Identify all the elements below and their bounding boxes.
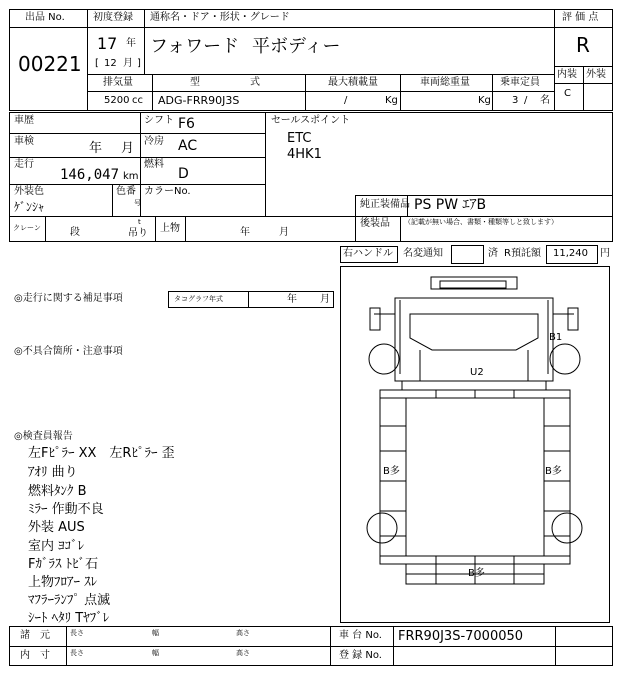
inspector-heading: ◎検査員報告: [14, 431, 73, 442]
aftermarket-note: （記載が無い場合、書類・種類等しと致します）: [404, 218, 558, 226]
color-label: 外装色: [14, 186, 44, 197]
first-reg-month: 12: [104, 58, 117, 69]
first-reg-year: 17: [97, 34, 118, 53]
sales-point-1: ETC: [287, 131, 312, 146]
ac-value: AC: [178, 138, 198, 154]
history-label: 車歴: [14, 115, 34, 126]
mileage-label: 走行: [14, 159, 34, 170]
registration-label: 登 録 No.: [339, 650, 382, 661]
name-change-checkbox: [451, 245, 484, 264]
displacement-value: 5200: [104, 95, 130, 106]
equipment-label: 純正装備品: [360, 199, 410, 210]
inspector-line: 左Fﾋﾟﾗｰ XX 左Rﾋﾟﾗｰ 歪: [28, 446, 175, 461]
tachograph-month-unit: 月: [320, 294, 330, 305]
ac-label: 冷房: [144, 136, 164, 147]
deposit-label: 済: [488, 248, 498, 259]
month-unit: 月: [123, 58, 133, 69]
inspection-label: 車検: [14, 136, 34, 147]
length-label: 長さ: [70, 629, 84, 637]
sales-point-2: 4HK1: [287, 147, 322, 162]
inner-width-label: 幅: [152, 649, 159, 657]
damage-mark-rear: B多: [468, 568, 485, 579]
recycle-label: R預託額: [504, 248, 541, 259]
inspector-line: 上物ﾌﾛｱｰ ｽﾚ: [28, 575, 98, 590]
chassis-number: FRR90J3S-7000050: [398, 629, 524, 644]
tachograph-label: タコグラフ年式: [174, 295, 223, 303]
inspection-year-unit: 年: [89, 141, 103, 156]
steering-label: 右ハンドル: [343, 248, 393, 259]
capacity-value: 3: [512, 95, 519, 106]
max-load-unit: Kg: [385, 95, 398, 106]
tachograph-year-unit: 年: [287, 294, 297, 305]
displacement-label: 排気量: [103, 77, 133, 88]
max-load-slash: /: [344, 95, 348, 106]
supplement-heading: ◎走行に関する補足事項: [14, 293, 123, 304]
grade-label: 評 価 点: [562, 12, 599, 23]
aftermarket-label: 後装品: [360, 218, 390, 229]
displacement-unit: cc: [132, 95, 143, 106]
name-change-label: 名変通知: [403, 248, 443, 259]
shift-label: シフト: [144, 115, 174, 126]
color-no-sub: 号: [134, 199, 141, 207]
capacity-slash: /: [524, 95, 528, 106]
color-no-label-2: カラーNo.: [144, 186, 191, 197]
dims-label: 諸 元: [20, 630, 50, 641]
inspector-line: ｱｵﾘ 曲り: [28, 465, 78, 480]
header-frame: [9, 9, 613, 111]
inspector-line: ﾐﾗｰ 作動不良: [28, 502, 104, 517]
gross-weight-unit: Kg: [478, 95, 491, 106]
damage-mark-u2: U2: [470, 367, 484, 378]
inner-dims-label: 内 寸: [20, 650, 50, 661]
damage-mark-b1: B1: [549, 332, 563, 343]
defects-heading: ◎不具合箇所・注意事項: [14, 346, 123, 357]
upper-month-unit: 月: [279, 227, 289, 238]
crane-stage-unit: 段: [70, 227, 80, 238]
crane-label: クレーン: [13, 224, 41, 232]
capacity-unit: 名: [540, 95, 550, 106]
model-name-label: 通称名・ドア・形状・グレード: [150, 12, 290, 23]
inspector-line: Fｶﾞﾗｽ ﾄﾋﾞ石: [28, 557, 99, 572]
model-code: ADG-FRR90J3S: [158, 94, 240, 107]
gross-weight-label: 車両総重量: [420, 77, 470, 88]
width-label: 幅: [152, 629, 159, 637]
color-no-label: 色番: [116, 186, 136, 197]
inner-length-label: 長さ: [70, 649, 84, 657]
body-type: 平ボディー: [252, 36, 341, 57]
inspector-line: 燃料ﾀﾝｸ B: [28, 484, 87, 499]
mileage-value: 146,047: [60, 167, 120, 183]
fuel-label: 燃料: [144, 159, 164, 170]
inspector-line: ﾏﾌﾗｰﾗﾝﾌﾟ 点滅: [28, 593, 111, 608]
chassis-label: 車 台 No.: [339, 630, 382, 641]
first-reg-label: 初度登録: [93, 12, 133, 23]
recycle-amount: 11,240: [553, 248, 588, 259]
lot-no-label: 出品 No.: [25, 12, 65, 23]
interior-grade: C: [564, 88, 571, 99]
upper-structure-label: 上物: [160, 223, 180, 234]
max-load-label: 最大積載量: [328, 77, 378, 88]
crane-lift-label: 吊り: [128, 228, 148, 239]
model-name: フォワード: [150, 36, 240, 57]
model-code-label: 型 式: [190, 77, 280, 88]
height-label: 高さ: [236, 629, 250, 637]
yen-unit: 円: [600, 248, 610, 259]
color-value: ｹﾞﾝｼｬ: [14, 200, 45, 214]
fuel-value: D: [178, 166, 189, 182]
inspector-line: 室内 ﾖｺﾞﾚ: [28, 539, 85, 554]
lot-number: 00221: [18, 52, 82, 76]
inspection-month-unit: 月: [121, 141, 135, 156]
interior-grade-label: 内装: [557, 69, 577, 80]
inspector-line: 外装 AUS: [28, 520, 85, 535]
damage-mark-left-side: B多: [383, 466, 400, 477]
sales-points-label: セールスポイント: [271, 115, 351, 126]
crane-ton-unit: t: [138, 218, 141, 226]
upper-year-unit: 年: [240, 227, 250, 238]
exterior-grade-label: 外装: [586, 69, 606, 80]
shift-value: F6: [178, 116, 195, 132]
capacity-label: 乗車定員: [500, 77, 540, 88]
inspector-line: ｼｰﾄ ﾍﾀﾘ Tﾔﾌﾞﾚ: [28, 611, 110, 626]
year-unit: 年: [126, 38, 136, 49]
mileage-unit: km: [123, 171, 139, 182]
equipment-value: PS PW ｴｱB: [414, 197, 487, 213]
overall-grade: R: [576, 33, 590, 57]
inner-height-label: 高さ: [236, 649, 250, 657]
damage-mark-right-side: B多: [545, 466, 562, 477]
